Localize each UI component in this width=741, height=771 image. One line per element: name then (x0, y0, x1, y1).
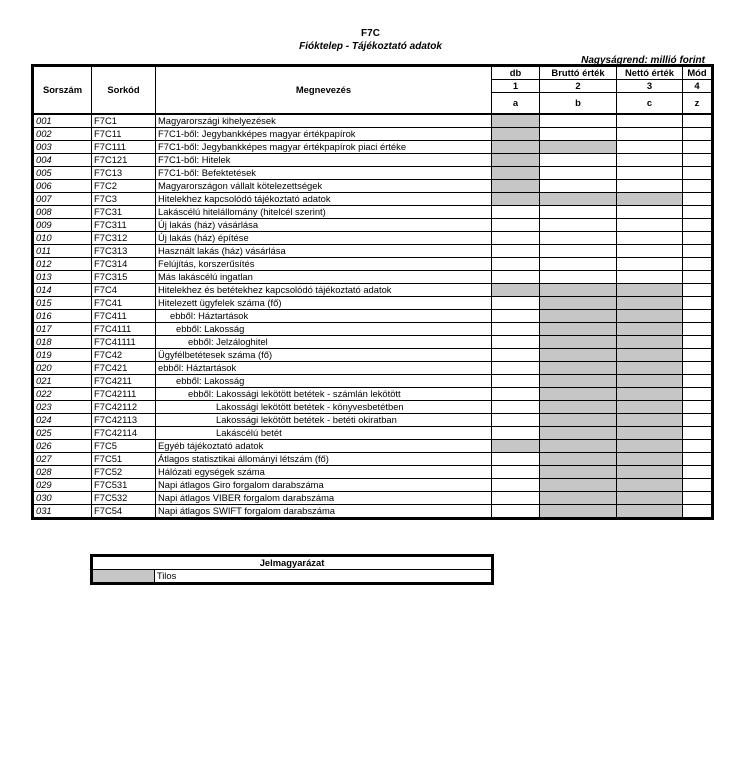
cell-netto-forbidden (617, 505, 683, 518)
col-header-db: db (492, 67, 540, 80)
cell-netto (617, 128, 683, 141)
cell-netto (617, 154, 683, 167)
cell-brutto (540, 219, 617, 232)
cell-db (492, 401, 540, 414)
row-sorszam: 031 (34, 505, 92, 518)
table-row (34, 180, 712, 193)
col-header-sorkod: Sorkód (92, 67, 156, 115)
cell-brutto-forbidden (540, 349, 617, 362)
row-megnevezes: ebből: Lakosság (156, 375, 492, 388)
cell-mod (683, 232, 712, 245)
cell-db (492, 466, 540, 479)
row-sorkod: F7C4111 (92, 323, 156, 336)
row-megnevezes: Napi átlagos SWIFT forgalom darabszáma (156, 505, 492, 518)
col-number: 4 (683, 80, 712, 93)
cell-netto-forbidden (617, 479, 683, 492)
row-megnevezes: ebből: Jelzáloghitel (156, 336, 492, 349)
row-megnevezes: ebből: Lakossági lekötött betétek - számlán lekötött (156, 388, 492, 401)
cell-db-forbidden (492, 141, 540, 154)
cell-mod (683, 193, 712, 206)
row-sorkod: F7C31 (92, 206, 156, 219)
cell-netto (617, 114, 683, 128)
row-megnevezes: Magyarországi kihelyezések (156, 114, 492, 128)
row-sorszam: 010 (34, 232, 92, 245)
cell-db (492, 362, 540, 375)
cell-brutto-forbidden (540, 141, 617, 154)
row-megnevezes: Hitelezett ügyfelek száma (fő) (156, 297, 492, 310)
cell-mod (683, 114, 712, 128)
row-sorszam: 030 (34, 492, 92, 505)
row-sorszam: 026 (34, 440, 92, 453)
cell-db (492, 414, 540, 427)
cell-mod (683, 427, 712, 440)
row-sorszam: 002 (34, 128, 92, 141)
table-row (34, 323, 712, 336)
cell-db (492, 388, 540, 401)
data-table (33, 66, 712, 518)
cell-db-forbidden (492, 193, 540, 206)
cell-db (492, 258, 540, 271)
row-sorszam: 009 (34, 219, 92, 232)
cell-mod (683, 479, 712, 492)
table-row (34, 193, 712, 206)
cell-mod (683, 310, 712, 323)
table-row (34, 505, 712, 518)
cell-brutto-forbidden (540, 401, 617, 414)
table-row (34, 440, 712, 453)
row-sorszam: 017 (34, 323, 92, 336)
cell-brutto-forbidden (540, 362, 617, 375)
cell-brutto (540, 114, 617, 128)
row-sorszam: 022 (34, 388, 92, 401)
cell-mod (683, 440, 712, 453)
cell-brutto (540, 154, 617, 167)
cell-netto-forbidden (617, 427, 683, 440)
cell-db (492, 505, 540, 518)
cell-db (492, 245, 540, 258)
form-subtitle: Fióktelep - Tájékoztató adatok (299, 41, 442, 52)
cell-netto (617, 258, 683, 271)
cell-netto-forbidden (617, 414, 683, 427)
col-number: 2 (540, 80, 617, 93)
table-row (34, 466, 712, 479)
cell-mod (683, 388, 712, 401)
legend (92, 556, 492, 583)
row-megnevezes: Más lakáscélú ingatlan (156, 271, 492, 284)
row-sorszam: 024 (34, 414, 92, 427)
table-row (34, 232, 712, 245)
cell-brutto-forbidden (540, 414, 617, 427)
row-sorkod: F7C41111 (92, 336, 156, 349)
cell-netto-forbidden (617, 388, 683, 401)
cell-brutto-forbidden (540, 375, 617, 388)
cell-netto-forbidden (617, 440, 683, 453)
cell-brutto (540, 232, 617, 245)
row-sorkod: F7C411 (92, 310, 156, 323)
cell-netto (617, 245, 683, 258)
col-number: 1 (492, 80, 540, 93)
col-header-sorszam: Sorszám (34, 67, 92, 115)
row-sorszam: 016 (34, 310, 92, 323)
row-sorszam: 008 (34, 206, 92, 219)
row-sorkod: F7C11 (92, 128, 156, 141)
legend-title: Jelmagyarázat (93, 557, 492, 570)
cell-mod (683, 453, 712, 466)
cell-brutto-forbidden (540, 297, 617, 310)
cell-db (492, 219, 540, 232)
row-sorkod: F7C315 (92, 271, 156, 284)
row-sorkod: F7C54 (92, 505, 156, 518)
cell-brutto (540, 271, 617, 284)
row-sorkod: F7C5 (92, 440, 156, 453)
row-sorkod: F7C532 (92, 492, 156, 505)
legend-swatch (93, 570, 155, 583)
row-sorkod: F7C2 (92, 180, 156, 193)
row-megnevezes: Hálózati egységek száma (156, 466, 492, 479)
row-sorkod: F7C41 (92, 297, 156, 310)
row-sorszam: 013 (34, 271, 92, 284)
col-header-netto: Nettó érték (617, 67, 683, 80)
cell-netto-forbidden (617, 401, 683, 414)
row-megnevezes: Napi átlagos Giro forgalom darabszáma (156, 479, 492, 492)
row-sorkod: F7C42 (92, 349, 156, 362)
table-row (34, 141, 712, 154)
row-sorkod: F7C4 (92, 284, 156, 297)
col-header-brutto: Bruttó érték (540, 67, 617, 80)
col-letter: b (540, 93, 617, 115)
legend-item-label: Tilos (154, 570, 491, 583)
row-megnevezes: Napi átlagos VIBER forgalom darabszáma (156, 492, 492, 505)
row-megnevezes: ebből: Háztartások (156, 310, 492, 323)
cell-netto-forbidden (617, 284, 683, 297)
cell-db (492, 427, 540, 440)
row-megnevezes: Lakossági lekötött betétek - betéti okiratban (156, 414, 492, 427)
row-megnevezes: F7C1-ből: Befektetések (156, 167, 492, 180)
row-megnevezes: Hitelekhez és betétekhez kapcsolódó tájékoztató adatok (156, 284, 492, 297)
table-row (34, 114, 712, 128)
cell-brutto-forbidden (540, 453, 617, 466)
cell-netto-forbidden (617, 336, 683, 349)
cell-db-forbidden (492, 114, 540, 128)
cell-brutto-forbidden (540, 336, 617, 349)
row-sorkod: F7C121 (92, 154, 156, 167)
cell-mod (683, 128, 712, 141)
row-sorszam: 014 (34, 284, 92, 297)
cell-brutto (540, 206, 617, 219)
cell-mod (683, 336, 712, 349)
cell-netto (617, 232, 683, 245)
cell-mod (683, 414, 712, 427)
row-sorszam: 015 (34, 297, 92, 310)
cell-brutto (540, 167, 617, 180)
row-megnevezes: Új lakás (ház) vásárlása (156, 219, 492, 232)
row-megnevezes: ebből: Lakosság (156, 323, 492, 336)
cell-mod (683, 401, 712, 414)
table-body (34, 114, 712, 518)
row-sorkod: F7C3 (92, 193, 156, 206)
cell-brutto-forbidden (540, 466, 617, 479)
col-letter: z (683, 93, 712, 115)
cell-mod (683, 245, 712, 258)
cell-netto (617, 271, 683, 284)
row-sorszam: 006 (34, 180, 92, 193)
row-megnevezes: F7C1-ből: Hitelek (156, 154, 492, 167)
cell-mod (683, 219, 712, 232)
col-header-mod: Mód (683, 67, 712, 80)
row-sorkod: F7C13 (92, 167, 156, 180)
cell-netto-forbidden (617, 375, 683, 388)
cell-db (492, 349, 540, 362)
table-row (34, 284, 712, 297)
cell-brutto-forbidden (540, 479, 617, 492)
table-row (34, 427, 712, 440)
cell-mod (683, 167, 712, 180)
cell-brutto (540, 180, 617, 193)
row-sorkod: F7C4211 (92, 375, 156, 388)
cell-mod (683, 505, 712, 518)
row-sorkod: F7C311 (92, 219, 156, 232)
cell-netto-forbidden (617, 323, 683, 336)
cell-mod (683, 141, 712, 154)
table-row (34, 297, 712, 310)
row-sorszam: 004 (34, 154, 92, 167)
row-megnevezes: Magyarországon vállalt kötelezettségek (156, 180, 492, 193)
row-sorkod: F7C111 (92, 141, 156, 154)
row-sorszam: 012 (34, 258, 92, 271)
cell-brutto-forbidden (540, 427, 617, 440)
row-sorszam: 027 (34, 453, 92, 466)
cell-db-forbidden (492, 180, 540, 193)
cell-brutto-forbidden (540, 323, 617, 336)
cell-mod (683, 375, 712, 388)
row-megnevezes: Egyéb tájékoztató adatok (156, 440, 492, 453)
row-megnevezes: Lakáscélú hitelállomány (hitelcél szerint) (156, 206, 492, 219)
row-sorszam: 019 (34, 349, 92, 362)
row-megnevezes: F7C1-ből: Jegybankképes magyar értékpapírok piaci értéke (156, 141, 492, 154)
cell-db (492, 479, 540, 492)
row-megnevezes: Használt lakás (ház) vásárlása (156, 245, 492, 258)
row-sorszam: 023 (34, 401, 92, 414)
cell-brutto-forbidden (540, 440, 617, 453)
row-megnevezes: Átlagos statisztikai állományi létszám (fő) (156, 453, 492, 466)
row-megnevezes: Lakáscélú betét (156, 427, 492, 440)
table-row (34, 479, 712, 492)
row-megnevezes: Lakossági lekötött betétek - könyvesbetétben (156, 401, 492, 414)
row-sorkod: F7C531 (92, 479, 156, 492)
row-megnevezes: ebből: Háztartások (156, 362, 492, 375)
row-sorkod: F7C421 (92, 362, 156, 375)
table-row (34, 245, 712, 258)
cell-mod (683, 323, 712, 336)
row-sorszam: 018 (34, 336, 92, 349)
cell-netto (617, 180, 683, 193)
col-letter: a (492, 93, 540, 115)
cell-brutto-forbidden (540, 388, 617, 401)
cell-db-forbidden (492, 154, 540, 167)
cell-brutto-forbidden (540, 505, 617, 518)
cell-mod (683, 492, 712, 505)
cell-mod (683, 349, 712, 362)
cell-netto-forbidden (617, 492, 683, 505)
row-sorszam: 005 (34, 167, 92, 180)
row-megnevezes: Hitelekhez kapcsolódó tájékoztató adatok (156, 193, 492, 206)
cell-db (492, 206, 540, 219)
row-sorkod: F7C1 (92, 114, 156, 128)
cell-db (492, 492, 540, 505)
cell-brutto-forbidden (540, 310, 617, 323)
table-row (34, 154, 712, 167)
row-sorkod: F7C312 (92, 232, 156, 245)
cell-netto (617, 167, 683, 180)
table-row (34, 453, 712, 466)
cell-mod (683, 297, 712, 310)
table-row (34, 310, 712, 323)
cell-db (492, 310, 540, 323)
cell-mod (683, 180, 712, 193)
table-row (34, 362, 712, 375)
row-sorszam: 011 (34, 245, 92, 258)
table-row (34, 167, 712, 180)
cell-db (492, 297, 540, 310)
cell-brutto (540, 128, 617, 141)
row-sorkod: F7C314 (92, 258, 156, 271)
table-row (34, 271, 712, 284)
cell-mod (683, 466, 712, 479)
row-sorszam: 007 (34, 193, 92, 206)
cell-db-forbidden (492, 167, 540, 180)
row-megnevezes: F7C1-ből: Jegybankképes magyar értékpapírok (156, 128, 492, 141)
table-row (34, 206, 712, 219)
cell-brutto (540, 258, 617, 271)
cell-mod (683, 271, 712, 284)
cell-netto-forbidden (617, 349, 683, 362)
row-megnevezes: Ügyfélbetétesek száma (fő) (156, 349, 492, 362)
cell-mod (683, 284, 712, 297)
cell-netto-forbidden (617, 362, 683, 375)
col-header-megnevezes: Megnevezés (156, 67, 492, 115)
row-sorszam: 028 (34, 466, 92, 479)
row-megnevezes: Felújítás, korszerűsítés (156, 258, 492, 271)
row-sorkod: F7C52 (92, 466, 156, 479)
row-sorszam: 020 (34, 362, 92, 375)
cell-db-forbidden (492, 284, 540, 297)
row-sorszam: 029 (34, 479, 92, 492)
table-row (34, 349, 712, 362)
form-code: F7C (361, 28, 380, 39)
row-megnevezes: Új lakás (ház) építése (156, 232, 492, 245)
cell-brutto (540, 245, 617, 258)
row-sorkod: F7C42113 (92, 414, 156, 427)
cell-netto-forbidden (617, 193, 683, 206)
table-row (34, 219, 712, 232)
cell-brutto-forbidden (540, 193, 617, 206)
cell-mod (683, 206, 712, 219)
cell-db-forbidden (492, 128, 540, 141)
cell-netto (617, 141, 683, 154)
row-sorkod: F7C313 (92, 245, 156, 258)
cell-netto-forbidden (617, 310, 683, 323)
cell-db (492, 453, 540, 466)
cell-netto-forbidden (617, 453, 683, 466)
cell-netto-forbidden (617, 466, 683, 479)
cell-db-forbidden (492, 440, 540, 453)
row-sorkod: F7C51 (92, 453, 156, 466)
cell-db (492, 323, 540, 336)
col-number: 3 (617, 80, 683, 93)
table-row (34, 375, 712, 388)
table-row (34, 401, 712, 414)
unit-note: Nagyságrend: millió forint (581, 55, 705, 66)
cell-brutto-forbidden (540, 284, 617, 297)
cell-netto (617, 206, 683, 219)
table-row (34, 388, 712, 401)
cell-mod (683, 362, 712, 375)
table-row (34, 128, 712, 141)
cell-mod (683, 154, 712, 167)
table-row (34, 414, 712, 427)
row-sorszam: 001 (34, 114, 92, 128)
row-sorszam: 021 (34, 375, 92, 388)
cell-netto-forbidden (617, 297, 683, 310)
cell-db (492, 232, 540, 245)
cell-db (492, 336, 540, 349)
table-row (34, 258, 712, 271)
row-sorszam: 025 (34, 427, 92, 440)
row-sorkod: F7C42114 (92, 427, 156, 440)
row-sorszam: 003 (34, 141, 92, 154)
row-sorkod: F7C42111 (92, 388, 156, 401)
cell-mod (683, 258, 712, 271)
col-letter: c (617, 93, 683, 115)
table-row (34, 336, 712, 349)
table-row (34, 492, 712, 505)
row-sorkod: F7C42112 (92, 401, 156, 414)
cell-db (492, 375, 540, 388)
cell-db (492, 271, 540, 284)
cell-netto (617, 219, 683, 232)
cell-brutto-forbidden (540, 492, 617, 505)
